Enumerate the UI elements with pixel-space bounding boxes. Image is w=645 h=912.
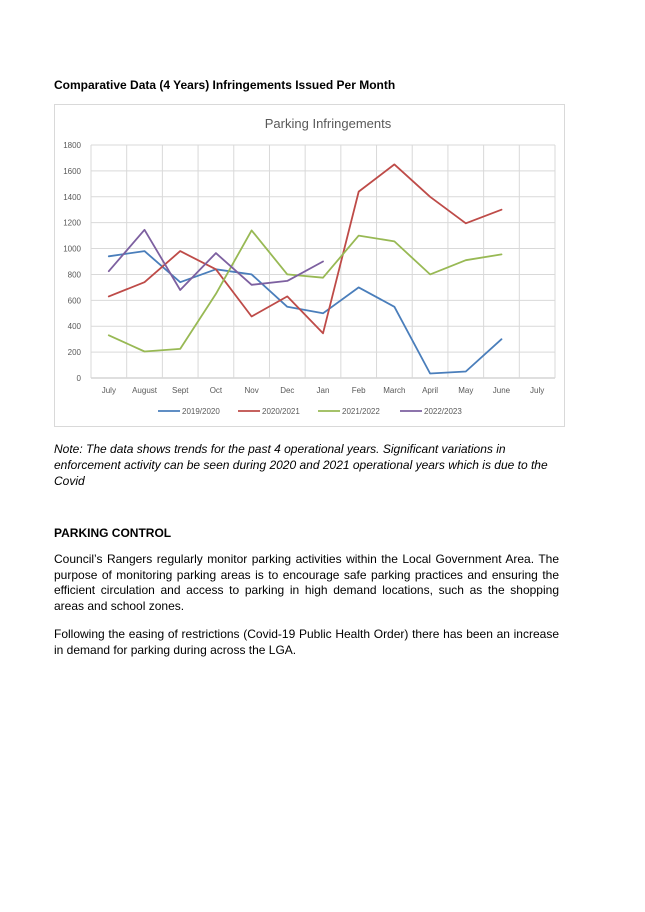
paragraph-monitoring: Council’s Rangers regularly monitor parking activities within the Local Government Area. The purpose of monitoring parking areas is to encourage safe parking practices and ensuring the efficient circulation and access to parking in high demand locations, such as the shopping areas and school zones.: [54, 552, 559, 614]
x-tick-label: Nov: [244, 386, 259, 395]
y-tick-label: 600: [67, 296, 81, 306]
x-tick-label: August: [132, 386, 157, 395]
y-tick-label: 1200: [63, 218, 81, 228]
chart-title: Parking Infringements: [264, 116, 392, 131]
y-tick-label: 0: [76, 374, 81, 383]
y-tick-label: 1000: [63, 244, 81, 254]
x-tick-label: Jan: [316, 386, 330, 395]
x-tick-label: April: [422, 386, 439, 395]
x-tick-label: July: [101, 386, 116, 395]
chart-svg: [55, 105, 566, 428]
y-tick-label: 200: [67, 348, 81, 358]
paragraph-covid-easing: Following the easing of restrictions (Covid-19 Public Health Order) there has been an increase in demand for parking during across the LGA.: [54, 627, 559, 657]
section-title: PARKING CONTROL: [54, 526, 172, 540]
parking-infringements-chart: [54, 104, 565, 427]
y-tick-label: 800: [67, 270, 81, 280]
y-tick-label: 1600: [63, 166, 81, 176]
x-tick-label: Oct: [209, 386, 223, 395]
legend-label: 2021/2022: [342, 407, 380, 416]
x-tick-label: March: [383, 386, 406, 395]
series-line-2022-2023: [109, 230, 323, 290]
y-tick-label: 400: [67, 322, 81, 332]
x-tick-label: May: [458, 386, 474, 395]
y-tick-label: 1400: [63, 192, 81, 202]
chart-note: Note: The data shows trends for the past 4 operational years. Significant variations in enforcement activity can be seen during 2020 and 2021 operational years which is due to the Covid: [54, 442, 548, 488]
x-tick-label: Sept: [171, 386, 189, 395]
legend-label: 2022/2023: [424, 407, 462, 416]
y-tick-label: 1800: [63, 141, 81, 150]
x-tick-label: June: [492, 386, 511, 395]
x-tick-label: July: [530, 386, 545, 395]
x-tick-label: Dec: [280, 386, 295, 395]
legend-label: 2020/2021: [262, 407, 300, 416]
x-tick-label: Feb: [351, 386, 366, 395]
legend-label: 2019/2020: [182, 407, 220, 416]
chart-heading: Comparative Data (4 Years) Infringements Issued Per Month: [54, 78, 396, 92]
